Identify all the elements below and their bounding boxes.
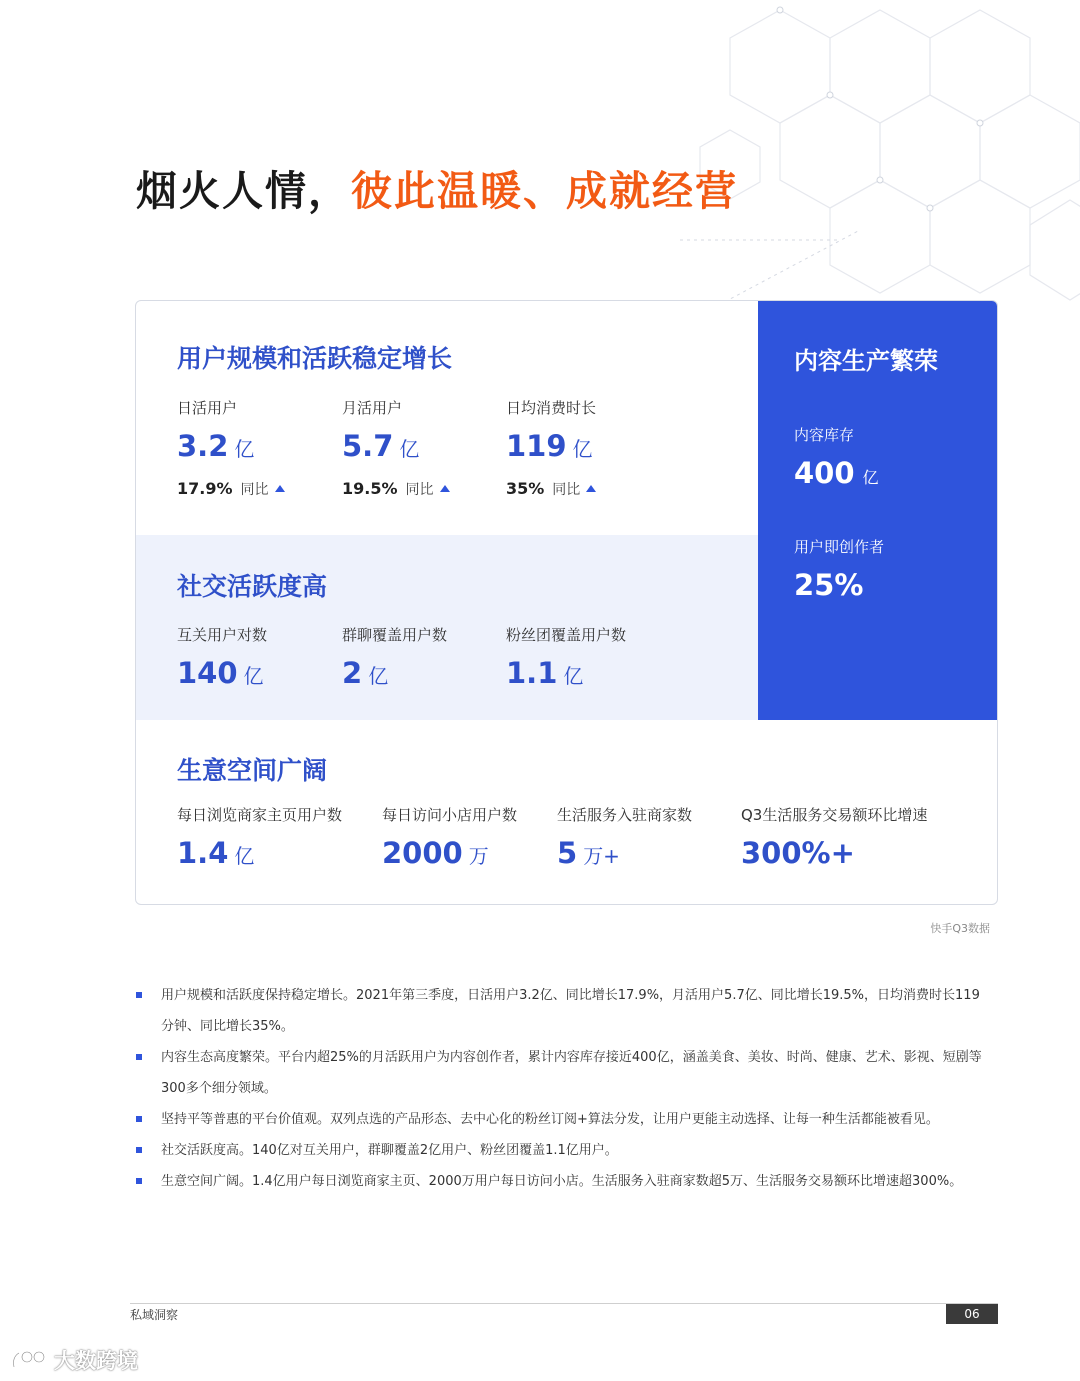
content-library-value: 400 亿 bbox=[794, 456, 879, 490]
business-section-title: 生意空间广阔 bbox=[177, 756, 328, 785]
watermark bbox=[10, 1345, 138, 1375]
page-title-part-orange: 彼此温暖、成就经营 bbox=[351, 167, 738, 215]
data-source-note: 快手Q3数据 bbox=[930, 922, 990, 935]
triangle-up-icon bbox=[440, 485, 450, 492]
metric-label-group-chat: 群聊覆盖用户数 bbox=[342, 626, 448, 644]
metric-yoy-daily-time: 35% 同比 bbox=[506, 479, 596, 499]
bullet-item: 坚持平等普惠的平台价值观。双列点选的产品形态、去中心化的粉丝订阅+算法分发，让用户更能主动选择、让每一种生活都能被看见。 bbox=[136, 1104, 986, 1135]
stats-card bbox=[135, 300, 998, 905]
metric-value-fan-group: 1.1 亿 bbox=[506, 656, 584, 690]
bullet-item: 用户规模和活跃度保持稳定增长。2021年第三季度，日活用户3.2亿、同比增长17.9%，月活用户5.7亿、同比增长19.5%，日均消费时长119分钟、同比增长35%。 bbox=[136, 980, 986, 1042]
metric-value-shop-visit: 2000 万 bbox=[382, 836, 489, 870]
metric-value-group-chat: 2 亿 bbox=[342, 656, 389, 690]
metric-value-daily-time: 119 亿 bbox=[506, 429, 593, 463]
footer-divider bbox=[130, 1303, 998, 1304]
metric-value-q3-growth: 300%+ bbox=[741, 836, 855, 870]
social-section-title: 社交活跃度高 bbox=[177, 572, 328, 601]
page-title-part-black: 烟火人情， bbox=[136, 167, 351, 215]
metric-label-mutual-follow: 互关用户对数 bbox=[177, 626, 268, 644]
bullet-item: 生意空间广阔。1.4亿用户每日浏览商家主页、2000万用户每日访问小店。生活服务入驻商家数超5万、生活服务交易额环比增速超300%。 bbox=[136, 1166, 986, 1197]
metric-value-life-service-merchants: 5 万+ bbox=[557, 836, 620, 870]
social-section bbox=[136, 535, 758, 720]
watermark-logo-icon bbox=[10, 1347, 48, 1373]
metric-value-mutual-follow: 140 亿 bbox=[177, 656, 264, 690]
watermark-text: 大数跨境 bbox=[54, 1349, 138, 1373]
page-number: 06 bbox=[946, 1304, 998, 1324]
page-title bbox=[136, 158, 738, 217]
metric-label-life-service-merchants: 生活服务入驻商家数 bbox=[557, 806, 693, 824]
metric-label-q3-growth: Q3生活服务交易额环比增速 bbox=[741, 806, 928, 824]
bullet-item: 社交活跃度高。140亿对互关用户，群聊覆盖2亿用户、粉丝团覆盖1.1亿用户。 bbox=[136, 1135, 986, 1166]
content-panel-title: 内容生产繁荣 bbox=[794, 347, 938, 375]
metric-label-shop-visit: 每日访问小店用户数 bbox=[382, 806, 518, 824]
metric-value-dau: 3.2 亿 bbox=[177, 429, 255, 463]
footer-section-name: 私域洞察 bbox=[130, 1308, 179, 1322]
creator-ratio-value: 25% bbox=[794, 568, 864, 602]
growth-section-title: 用户规模和活跃稳定增长 bbox=[177, 344, 453, 373]
content-library-label: 内容库存 bbox=[794, 426, 855, 444]
creator-ratio-label: 用户即创作者 bbox=[794, 538, 885, 556]
bullet-list bbox=[136, 980, 986, 1197]
metric-label-fan-group: 粉丝团覆盖用户数 bbox=[506, 626, 627, 644]
metric-label-daily-time: 日均消费时长 bbox=[506, 399, 597, 417]
metric-yoy-dau: 17.9% 同比 bbox=[177, 479, 285, 499]
metric-label-dau: 日活用户 bbox=[177, 399, 238, 417]
metric-label-merchant-page: 每日浏览商家主页用户数 bbox=[177, 806, 343, 824]
bullet-item: 内容生态高度繁荣。平台内超25%的月活跃用户为内容创作者，累计内容库存接近400亿，涵盖美食、美妆、时尚、健康、艺术、影视、短剧等300多个细分领域。 bbox=[136, 1042, 986, 1104]
metric-value-mau: 5.7 亿 bbox=[342, 429, 420, 463]
triangle-up-icon bbox=[275, 485, 285, 492]
metric-value-merchant-page: 1.4 亿 bbox=[177, 836, 255, 870]
triangle-up-icon bbox=[586, 485, 596, 492]
metric-label-mau: 月活用户 bbox=[342, 399, 403, 417]
metric-yoy-mau: 19.5% 同比 bbox=[342, 479, 450, 499]
content-production-panel bbox=[758, 301, 998, 720]
